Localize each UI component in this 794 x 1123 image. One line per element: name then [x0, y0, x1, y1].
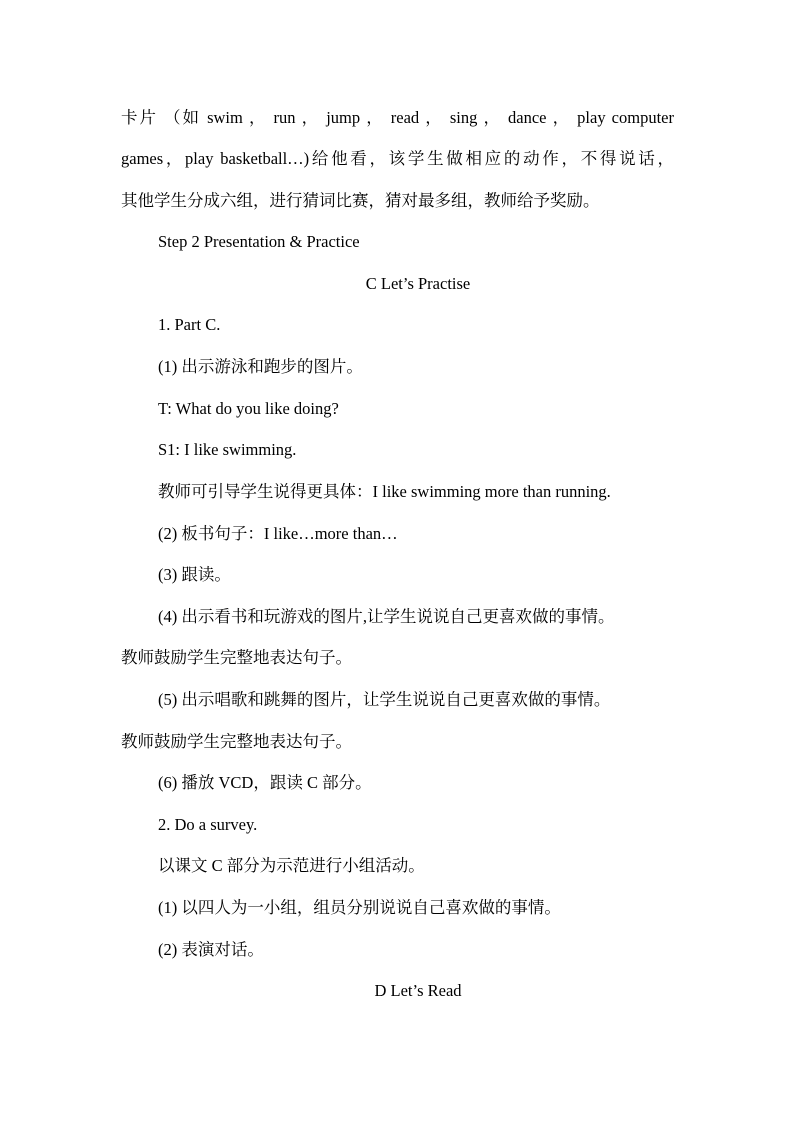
section-heading-d: D Let’s Read	[374, 981, 462, 1000]
step-4-continuation: 教师鼓励学生完整地表达句子。	[121, 648, 352, 667]
step-4-text: (4) 出示看书和玩游戏的图片,让学生说说自己更喜欢做的事情。	[158, 607, 615, 626]
survey-step-1: (1) 以四人为一小组，组员分别说说自己喜欢做的事情。	[158, 898, 561, 917]
paragraph-line-2: games，play basketball…)给他看，该学生做相应的动作，不得说话，	[121, 149, 674, 168]
step-2-text: (2) 板书句子：I like…more than…	[158, 524, 398, 543]
step-5-continuation: 教师鼓励学生完整地表达句子。	[121, 732, 352, 751]
survey-instruction: 以课文 C 部分为示范进行小组活动。	[158, 856, 425, 875]
section-heading-c: C Let’s Practise	[365, 274, 471, 293]
paragraph-line-3: 其他学生分成六组，进行猜词比赛，猜对最多组，教师给予奖励。	[121, 191, 600, 210]
dialogue-teacher: T: What do you like doing?	[158, 399, 339, 418]
step-heading: Step 2 Presentation & Practice	[158, 232, 360, 251]
step-1-text: (1) 出示游泳和跑步的图片。	[158, 357, 363, 376]
teacher-guidance: 教师可引导学生说得更具体：I like swimming more than running.	[158, 482, 611, 501]
step-6-text: (6) 播放 VCD，跟读 C 部分。	[158, 773, 372, 792]
survey-heading: 2. Do a survey.	[158, 815, 258, 834]
step-3-text: (3) 跟读。	[158, 565, 231, 584]
paragraph-line-1: 卡片 （如 swim ， run ， jump ， read ， sing ， dance ， play computer	[121, 108, 674, 127]
part-c-heading: 1. Part C.	[158, 315, 221, 334]
survey-step-2: (2) 表演对话。	[158, 940, 264, 959]
dialogue-student: S1: I like swimming.	[158, 440, 297, 459]
step-5-text: (5) 出示唱歌和跳舞的图片，让学生说说自己更喜欢做的事情。	[158, 690, 611, 709]
